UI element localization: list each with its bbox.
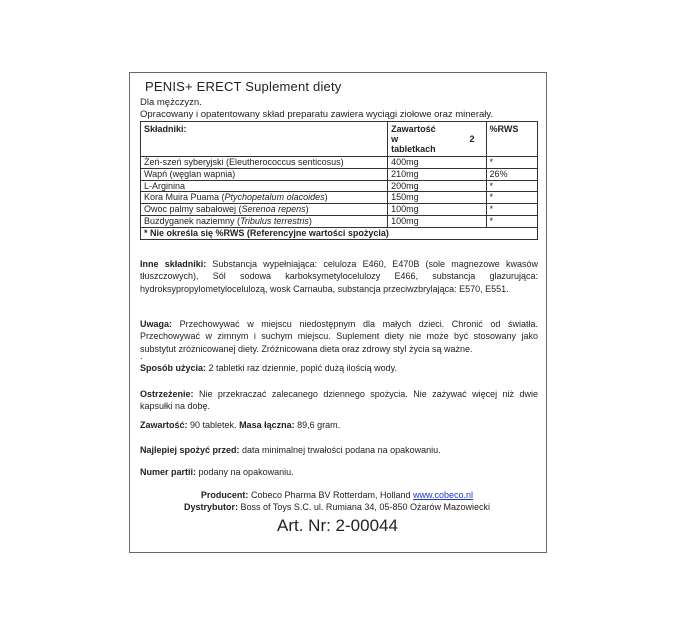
ingredient-amount: 100mg [388, 204, 486, 216]
intro-line-1: Dla mężczyzn. [140, 97, 202, 108]
other-ingredients-text: Substancja wypełniająca: celuloza E460, E470B (sole magnezowe kwasów tłuszczowych), Sól sodowa karboksymetylocelulozy E466, substancja glazurująca: hydroksypropylometylocelulozą, wosk Carnauba, substancja przeciwzbrylająca: E570, E551. [140, 259, 538, 294]
ingredient-name: Buzdyganek naziemny (Tribulus terrestris) [141, 215, 388, 227]
rws-footnote: * Nie określa się %RWS (Referencyjne wartości spożycia) [141, 227, 538, 239]
caution-label: Uwaga: [140, 319, 173, 329]
table-row [141, 204, 538, 216]
table-row [141, 157, 538, 169]
ingredient-rws: 26% [486, 168, 537, 180]
header-amount [388, 122, 486, 157]
table-row [141, 192, 538, 204]
ingredients-table [140, 121, 538, 240]
header-amount-w: w [391, 134, 399, 144]
warning-text: Nie przekraczać zalecanego dziennego spożycia. Nie zażywać więcej niż dwie kapsułki na dobę. [140, 389, 538, 412]
header-amount-2: 2 [469, 134, 475, 144]
intro-line-2: Opracowany i opatentowany skład preparatu zawiera wyciągi ziołowe oraz minerały. [140, 109, 494, 120]
usage-section [140, 362, 538, 374]
ingredient-amount: 210mg [388, 168, 486, 180]
best-before-section [140, 444, 538, 456]
table-row [141, 215, 538, 227]
header-amount-line3: tabletkach [391, 144, 436, 154]
producer-text: Cobeco Pharma BV Rotterdam, Holland [248, 490, 414, 500]
contents-text: 90 tabletek. [187, 420, 240, 430]
caution-section [140, 318, 538, 355]
table-row [141, 168, 538, 180]
warning-section [140, 388, 538, 413]
product-title: PENIS+ ERECT Suplement diety [145, 79, 342, 94]
ingredient-name: Wapń (węglan wapnia) [141, 168, 388, 180]
ingredient-rws: * [486, 192, 537, 204]
best-before-text: data minimalnej trwałości podana na opakowaniu. [239, 445, 441, 455]
table-header-row [141, 122, 538, 157]
ingredient-name: L-Arginina [141, 180, 388, 192]
producer-label: Producent: [200, 490, 249, 500]
table-row [141, 180, 538, 192]
ingredient-rws: * [486, 180, 537, 192]
batch-number-label: Numer partii: [140, 467, 197, 477]
warning-label: Ostrzeżenie: [140, 389, 194, 399]
header-amount-line2 [391, 134, 482, 144]
header-ingredients: Składniki: [141, 122, 388, 157]
distributor-line [137, 502, 537, 512]
stray-period: . [140, 351, 143, 361]
batch-number-section [140, 466, 538, 478]
other-ingredients-section [140, 258, 538, 295]
ingredient-name: Żeń-szeń syberyjski (Eleutherococcus senticosus) [141, 157, 388, 169]
ingredient-rws: * [486, 215, 537, 227]
table-footnote-row [141, 227, 538, 239]
producer-line [137, 490, 537, 500]
ingredient-amount: 100mg [388, 215, 486, 227]
total-mass-text: 89,6 gram. [294, 420, 341, 430]
best-before-label: Najlepiej spożyć przed: [140, 445, 240, 455]
ingredient-amount: 200mg [388, 180, 486, 192]
usage-text: 2 tabletki raz dziennie, popić dużą ilością wody. [206, 363, 397, 373]
other-ingredients-label: Inne składniki: [140, 259, 207, 269]
total-mass-label: Masa łączna: [239, 420, 295, 430]
usage-label: Sposób użycia: [140, 363, 207, 373]
contents-section [140, 419, 538, 431]
header-rws: %RWS [486, 122, 537, 157]
caution-text: Przechowywać w miejscu niedostępnym dla małych dzieci. Chronić od światła. Przechowywać w zimnym i suchym miejscu. Suplement diety nie może być stosowany jako substytut zróżnicowanej diety. Zróżnicowana dieta oraz zdrowy styl życia są ważne. [140, 319, 538, 354]
ingredient-name: Owoc palmy sabałowej (Serenoa repens) [141, 204, 388, 216]
distributor-label: Dystrybutor: [184, 502, 239, 512]
ingredient-amount: 150mg [388, 192, 486, 204]
article-number: Art. Nr: 2-00044 [277, 516, 398, 535]
contents-label: Zawartość: [140, 420, 188, 430]
header-amount-line1: Zawartość [391, 124, 436, 134]
ingredient-name: Kora Muira Puama (Ptychopetalum olacoides) [141, 192, 388, 204]
batch-number-text: podany na opakowaniu. [196, 467, 294, 477]
distributor-text: Boss of Toys S.C. ul. Rumiana 34, 05-850 Ożarów Mazowiecki [238, 502, 490, 512]
ingredient-amount: 400mg [388, 157, 486, 169]
product-label-document [129, 72, 547, 553]
producer-website-link[interactable]: www.cobeco.nl [413, 490, 474, 500]
ingredient-rws: * [486, 204, 537, 216]
ingredient-rws: * [486, 157, 537, 169]
